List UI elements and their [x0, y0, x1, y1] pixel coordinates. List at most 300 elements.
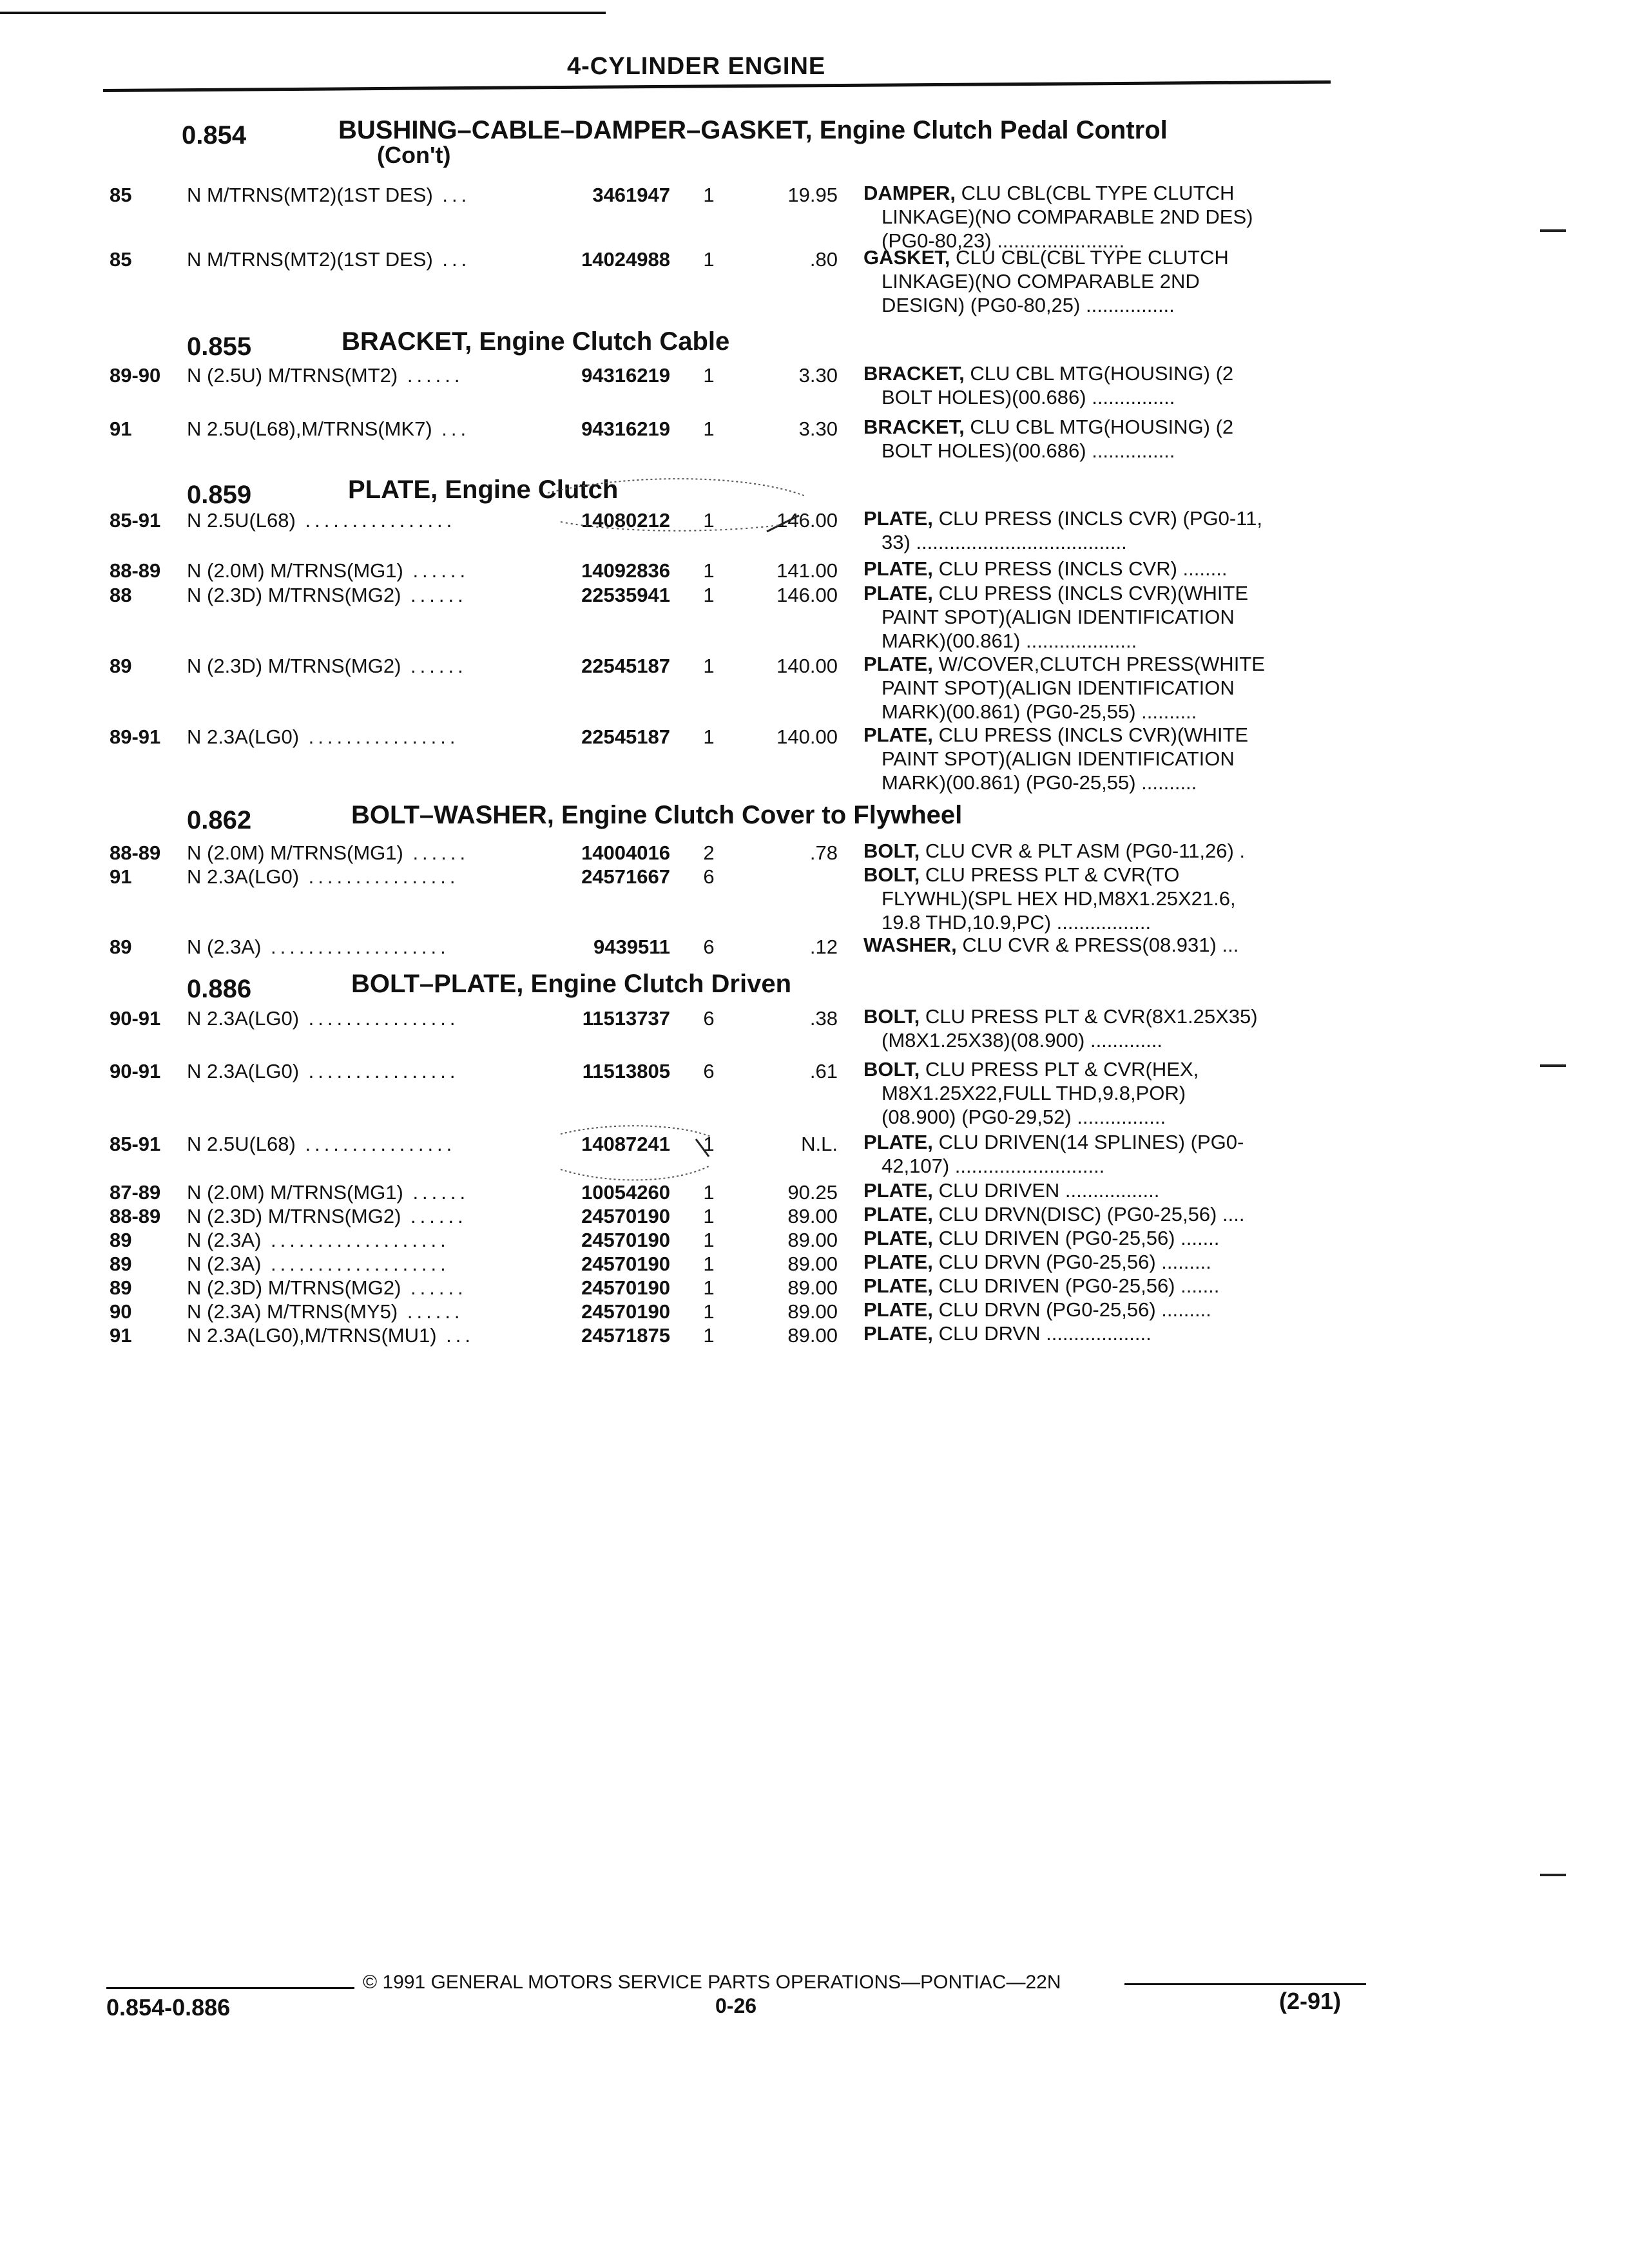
description-text: CLU PRESS (INCLS CVR) ........ [938, 557, 1228, 580]
footer-rule-left [106, 1987, 354, 1989]
application-text: N (2.3D) M/TRNS(MG2) [187, 584, 401, 606]
quantity: 1 [703, 584, 715, 606]
section-number: 0.862 [187, 806, 252, 834]
description-text: CLU PRESS (INCLS CVR)(WHITE [938, 724, 1249, 746]
part-description [863, 361, 1233, 409]
hand-drawn-mark [548, 1121, 735, 1198]
page-title: 4-CYLINDER ENGINE [567, 53, 826, 80]
application-text: N (2.5U) M/TRNS(MT2) [187, 364, 398, 387]
description-text: MARK)(00.861) (PG0-25,55) .......... [882, 771, 1197, 794]
part-description [863, 581, 1248, 653]
description-text: M8X1.25X22,FULL THD,9.8,POR) [882, 1082, 1186, 1104]
application [187, 1007, 459, 1030]
part-number: 94316219 [581, 418, 670, 440]
description-text: CLU DRIVEN (PG0-25,56) ....... [938, 1227, 1220, 1249]
part-name: PLATE, [863, 557, 933, 580]
application-text: N (2.0M) M/TRNS(MG1) [187, 559, 403, 582]
quantity: 6 [703, 1060, 715, 1082]
quantity: 6 [703, 865, 715, 888]
description-text: DESIGN) (PG0-80,25) ................ [882, 294, 1175, 316]
description-line [863, 1250, 1211, 1274]
part-name: PLATE, [863, 1131, 933, 1153]
price: 140.00 [776, 726, 838, 748]
description-line [863, 293, 1229, 317]
part-description [863, 1202, 1244, 1226]
description-text: CLU DRVN (PG0-25,56) ......... [938, 1298, 1211, 1321]
description-line [863, 1154, 1244, 1178]
application [187, 841, 469, 865]
description-text: CLU DRIVEN ................. [938, 1179, 1160, 1202]
model-years: 89 [110, 936, 132, 958]
part-description [863, 1004, 1258, 1052]
description-line [863, 205, 1253, 229]
section-title: BRACKET, Engine Clutch Cable [342, 327, 730, 356]
part-name: GASKET, [863, 246, 950, 269]
application [187, 248, 470, 271]
part-number: 22535941 [581, 584, 670, 606]
description-text: CLU DRVN(DISC) (PG0-25,56) .... [938, 1203, 1245, 1225]
description-text: CLU DRVN (PG0-25,56) ......... [938, 1251, 1211, 1273]
description-line [863, 629, 1248, 653]
dot-leader: ...... [401, 1205, 467, 1227]
part-number: 14080212 [581, 509, 670, 532]
description-line [863, 887, 1236, 910]
description-text: CLU CBL(CBL TYPE CLUTCH [961, 182, 1235, 204]
description-line [863, 1004, 1258, 1028]
part-description [863, 1298, 1211, 1321]
part-number: 24570190 [581, 1205, 670, 1227]
application-text: N (2.0M) M/TRNS(MG1) [187, 841, 403, 864]
application [187, 1276, 467, 1300]
description-text: LINKAGE)(NO COMPARABLE 2ND DES) [882, 206, 1253, 228]
part-number: 24570190 [581, 1253, 670, 1275]
part-description [863, 1250, 1211, 1274]
application [187, 1133, 456, 1156]
section-subtitle: (Con't) [377, 142, 451, 168]
description-line [863, 1057, 1199, 1081]
part-name: BRACKET, [863, 416, 965, 438]
dot-leader: ...... [403, 559, 470, 582]
hand-drawn-mark [535, 470, 825, 541]
application-text: N 2.3A(LG0) [187, 1060, 300, 1082]
quantity: 1 [703, 1324, 715, 1347]
application [187, 1253, 450, 1276]
application [187, 559, 469, 582]
application-text: N 2.3A(LG0) [187, 1007, 300, 1030]
application-text: N 2.5U(L68),M/TRNS(MK7) [187, 418, 432, 440]
description-text: 42,107) ........................... [882, 1155, 1105, 1177]
model-years: 87-89 [110, 1181, 161, 1204]
dot-leader: ................ [299, 726, 459, 748]
description-line [863, 676, 1265, 700]
dot-leader: ...... [401, 1276, 467, 1299]
description-text: LINKAGE)(NO COMPARABLE 2ND [882, 270, 1200, 293]
application-text: N (2.3D) M/TRNS(MG2) [187, 1205, 401, 1227]
part-number: 24571875 [581, 1324, 670, 1347]
part-description [863, 933, 1239, 957]
application [187, 865, 459, 889]
price: 19.95 [787, 184, 838, 206]
quantity: 1 [703, 1276, 715, 1299]
description-text: MARK)(00.861) (PG0-25,55) .......... [882, 700, 1197, 723]
price: 89.00 [787, 1205, 838, 1227]
part-description [863, 1057, 1199, 1129]
application [187, 509, 456, 532]
model-years: 85-91 [110, 1133, 161, 1155]
application-text: N (2.3A) [187, 1229, 262, 1251]
model-years: 88-89 [110, 841, 161, 864]
part-name: DAMPER, [863, 182, 956, 204]
description-line [863, 933, 1239, 957]
dot-leader: ................... [261, 1253, 450, 1275]
description-line [863, 1202, 1244, 1226]
description-line [863, 1178, 1159, 1202]
part-name: PLATE, [863, 724, 933, 746]
quantity: 1 [703, 418, 715, 440]
description-text: (M8X1.25X38)(08.900) ............. [882, 1029, 1162, 1052]
quantity: 6 [703, 936, 715, 958]
quantity: 1 [703, 364, 715, 387]
dot-leader: ................... [261, 1229, 450, 1251]
footer-date: (2-91) [1279, 1988, 1342, 2014]
application [187, 726, 459, 749]
section-number: 0.886 [187, 975, 252, 1003]
description-line [863, 439, 1233, 463]
part-number: 11513805 [582, 1060, 670, 1082]
quantity: 1 [703, 1133, 715, 1155]
title-rule [103, 81, 1331, 92]
model-years: 89 [110, 1229, 132, 1251]
part-description [863, 1321, 1152, 1345]
model-years: 91 [110, 418, 132, 440]
price: 3.30 [798, 364, 838, 387]
application-text: N 2.3A(LG0) [187, 865, 300, 888]
section-title: BOLT–PLATE, Engine Clutch Driven [351, 970, 792, 998]
description-line [863, 1130, 1244, 1154]
description-line [863, 747, 1248, 771]
description-line [863, 1274, 1219, 1298]
description-line [863, 700, 1265, 724]
price: 89.00 [787, 1229, 838, 1251]
description-text: (PG0-80,23) ....................... [882, 229, 1125, 252]
part-description [863, 1178, 1159, 1202]
model-years: 90-91 [110, 1007, 161, 1030]
application [187, 1060, 459, 1083]
margin-mark [1540, 229, 1566, 232]
price: 141.00 [776, 559, 838, 582]
quantity: 1 [703, 1205, 715, 1227]
section-number: 0.854 [182, 121, 247, 149]
dot-leader: ...... [403, 841, 470, 864]
part-name: PLATE, [863, 1203, 933, 1225]
part-number: 14004016 [581, 841, 670, 864]
application-text: N (2.0M) M/TRNS(MG1) [187, 1181, 403, 1204]
margin-mark [1540, 1874, 1566, 1876]
description-text: CLU PRESS PLT & CVR(8X1.25X35) [925, 1005, 1258, 1028]
section-title: PLATE, Engine Clutch [348, 476, 619, 504]
part-name: PLATE, [863, 1274, 933, 1297]
part-number: 22545187 [581, 655, 670, 677]
part-name: PLATE, [863, 1227, 933, 1249]
footer-copyright: © 1991 GENERAL MOTORS SERVICE PARTS OPERATIONS—PONTIAC—22N [363, 1972, 1061, 1993]
description-line [863, 557, 1227, 581]
description-text: CLU CVR & PLT ASM (PG0-11,26) . [925, 840, 1246, 862]
part-number: 10054260 [581, 1181, 670, 1204]
description-text: CLU PRESS (INCLS CVR) (PG0-11, [938, 507, 1262, 530]
model-years: 88-89 [110, 1205, 161, 1227]
description-text: CLU CBL(CBL TYPE CLUTCH [955, 246, 1229, 269]
description-line [863, 863, 1236, 887]
section-title: BOLT–WASHER, Engine Clutch Cover to Flywheel [351, 801, 963, 829]
model-years: 90 [110, 1300, 132, 1323]
part-number: 3461947 [592, 184, 670, 206]
application [187, 364, 464, 387]
part-name: BOLT, [863, 1058, 920, 1081]
part-description [863, 1274, 1219, 1298]
part-number: 22545187 [581, 726, 670, 748]
dot-leader: ... [432, 418, 470, 440]
part-name: BOLT, [863, 1005, 920, 1028]
application [187, 1205, 467, 1228]
application-text: N (2.3A) [187, 1253, 262, 1275]
price: .61 [809, 1060, 838, 1082]
description-line [863, 771, 1248, 794]
dot-leader: ................... [261, 936, 450, 958]
part-name: BOLT, [863, 863, 920, 886]
application-text: N (2.3A) [187, 936, 262, 958]
description-text: (08.900) (PG0-29,52) ................ [882, 1106, 1166, 1128]
model-years: 89-90 [110, 364, 161, 387]
description-line [863, 1321, 1152, 1345]
section-number: 0.859 [187, 481, 252, 509]
application-text: N 2.3A(LG0),M/TRNS(MU1) [187, 1324, 437, 1347]
section-number: 0.855 [187, 332, 252, 361]
quantity: 1 [703, 184, 715, 206]
model-years: 85 [110, 184, 132, 206]
description-line [863, 361, 1233, 385]
description-text: CLU DRVN ................... [938, 1322, 1152, 1345]
application [187, 1229, 450, 1252]
description-line [863, 605, 1248, 629]
application [187, 418, 470, 441]
description-text: CLU DRIVEN (PG0-25,56) ....... [938, 1274, 1220, 1297]
part-description [863, 1226, 1219, 1250]
quantity: 2 [703, 841, 715, 864]
model-years: 89 [110, 1253, 132, 1275]
dot-leader: ... [436, 1324, 474, 1347]
description-text: 33) ...................................... [882, 531, 1127, 553]
part-description [863, 245, 1229, 317]
part-description [863, 181, 1253, 253]
application-text: N (2.3A) M/TRNS(MY5) [187, 1300, 398, 1323]
part-name: PLATE, [863, 1251, 933, 1273]
part-name: PLATE, [863, 507, 933, 530]
description-line [863, 506, 1262, 530]
part-name: PLATE, [863, 1179, 933, 1202]
part-number: 24570190 [581, 1276, 670, 1299]
description-text: 19.8 THD,10.9,PC) ................. [882, 911, 1152, 934]
footer-range: 0.854-0.886 [106, 1994, 231, 2021]
model-years: 89-91 [110, 726, 161, 748]
dot-leader: ... [432, 184, 471, 206]
top-edge-rule [0, 12, 606, 14]
price: 89.00 [787, 1324, 838, 1347]
quantity: 1 [703, 726, 715, 748]
part-description [863, 415, 1233, 463]
quantity: 1 [703, 509, 715, 532]
application [187, 584, 467, 607]
description-line [863, 269, 1229, 293]
part-description [863, 863, 1236, 934]
section-title: BUSHING–CABLE–DAMPER–GASKET, Engine Clutch Pedal Control [338, 116, 1168, 144]
price: .38 [809, 1007, 838, 1030]
description-text: CLU PRESS (INCLS CVR)(WHITE [938, 582, 1249, 604]
description-line [863, 245, 1229, 269]
price: 89.00 [787, 1276, 838, 1299]
description-line [863, 839, 1245, 863]
dot-leader: ................ [299, 1060, 459, 1082]
description-line [863, 652, 1265, 676]
part-number: 24570190 [581, 1229, 670, 1251]
model-years: 85 [110, 248, 132, 271]
quantity: 1 [703, 1229, 715, 1251]
part-number: 24570190 [581, 1300, 670, 1323]
description-text: CLU PRESS PLT & CVR(HEX, [925, 1058, 1199, 1081]
part-number: 14087241 [581, 1133, 670, 1155]
part-number: 94316219 [581, 364, 670, 387]
description-line [863, 181, 1253, 205]
application [187, 184, 470, 207]
model-years: 91 [110, 1324, 132, 1347]
model-years: 88-89 [110, 559, 161, 582]
part-description [863, 506, 1262, 554]
quantity: 1 [703, 559, 715, 582]
footer-page-number: 0-26 [715, 1994, 757, 2017]
dot-leader: ...... [398, 1300, 464, 1323]
application [187, 1324, 474, 1347]
description-text: PAINT SPOT)(ALIGN IDENTIFICATION [882, 677, 1235, 699]
part-description [863, 723, 1248, 794]
model-years: 89 [110, 1276, 132, 1299]
application-text: N M/TRNS(MT2)(1ST DES) [187, 184, 433, 206]
part-number: 11513737 [582, 1007, 670, 1030]
dot-leader: ... [432, 248, 471, 271]
application [187, 936, 450, 959]
dot-leader: ...... [401, 584, 467, 606]
dot-leader: ...... [401, 655, 467, 677]
dot-leader: ................ [299, 1007, 459, 1030]
model-years: 88 [110, 584, 132, 606]
price: .12 [809, 936, 838, 958]
description-text: FLYWHL)(SPL HEX HD,M8X1.25X21.6, [882, 887, 1236, 910]
description-text: CLU CVR & PRESS(08.931) ... [962, 934, 1239, 956]
part-name: BOLT, [863, 840, 920, 862]
description-text: CLU PRESS PLT & CVR(TO [925, 863, 1180, 886]
quantity: 6 [703, 1007, 715, 1030]
price: 90.25 [787, 1181, 838, 1204]
price: 140.00 [776, 655, 838, 677]
model-years: 89 [110, 655, 132, 677]
description-text: CLU DRIVEN(14 SPLINES) (PG0- [938, 1131, 1244, 1153]
dot-leader: ...... [403, 1181, 470, 1204]
footer-rule-right [1124, 1983, 1366, 1985]
application-text: N M/TRNS(MT2)(1ST DES) [187, 248, 433, 271]
price: 89.00 [787, 1253, 838, 1275]
part-description [863, 557, 1227, 581]
description-text: BOLT HOLES)(00.686) ............... [882, 439, 1175, 462]
price: .80 [809, 248, 838, 271]
description-line [863, 415, 1233, 439]
part-name: PLATE, [863, 582, 933, 604]
price: N.L. [801, 1133, 838, 1155]
part-number: 14024988 [581, 248, 670, 271]
application [187, 1300, 464, 1323]
dot-leader: ................ [299, 865, 459, 888]
description-line [863, 581, 1248, 605]
part-name: PLATE, [863, 1298, 933, 1321]
description-text: CLU CBL MTG(HOUSING) (2 [970, 416, 1234, 438]
application [187, 655, 467, 678]
description-line [863, 1081, 1199, 1105]
part-description [863, 839, 1245, 863]
part-name: BRACKET, [863, 362, 965, 385]
price: 146.00 [776, 509, 838, 532]
application-text: N 2.5U(L68) [187, 509, 296, 532]
part-number: 24571667 [581, 865, 670, 888]
model-years: 90-91 [110, 1060, 161, 1082]
dot-leader: ................ [295, 509, 456, 532]
part-description [863, 652, 1265, 724]
part-description [863, 1130, 1244, 1178]
application [187, 1181, 469, 1204]
description-line [863, 1298, 1211, 1321]
quantity: 1 [703, 1300, 715, 1323]
description-line [863, 1105, 1199, 1129]
application-text: N 2.3A(LG0) [187, 726, 300, 748]
quantity: 1 [703, 248, 715, 271]
quantity: 1 [703, 1253, 715, 1275]
part-number: 14092836 [581, 559, 670, 582]
description-text: BOLT HOLES)(00.686) ............... [882, 386, 1175, 408]
application-text: N 2.5U(L68) [187, 1133, 296, 1155]
description-line [863, 530, 1262, 554]
part-name: PLATE, [863, 653, 933, 675]
model-years: 91 [110, 865, 132, 888]
application-text: N (2.3D) M/TRNS(MG2) [187, 655, 401, 677]
description-text: PAINT SPOT)(ALIGN IDENTIFICATION [882, 606, 1235, 628]
part-name: WASHER, [863, 934, 957, 956]
description-line [863, 1226, 1219, 1250]
part-number: 9439511 [593, 936, 670, 958]
price: 146.00 [776, 584, 838, 606]
dot-leader: ...... [398, 364, 464, 387]
description-text: CLU CBL MTG(HOUSING) (2 [970, 362, 1234, 385]
margin-mark [1540, 1064, 1566, 1067]
quantity: 1 [703, 1181, 715, 1204]
description-line [863, 723, 1248, 747]
price: .78 [809, 841, 838, 864]
model-years: 85-91 [110, 509, 161, 532]
application-text: N (2.3D) M/TRNS(MG2) [187, 1276, 401, 1299]
dot-leader: ................ [295, 1133, 456, 1155]
description-text: PAINT SPOT)(ALIGN IDENTIFICATION [882, 747, 1235, 770]
description-text: W/COVER,CLUTCH PRESS(WHITE [938, 653, 1265, 675]
description-text: MARK)(00.861) .................... [882, 629, 1137, 652]
price: 3.30 [798, 418, 838, 440]
quantity: 1 [703, 655, 715, 677]
description-line [863, 910, 1236, 934]
price: 89.00 [787, 1300, 838, 1323]
